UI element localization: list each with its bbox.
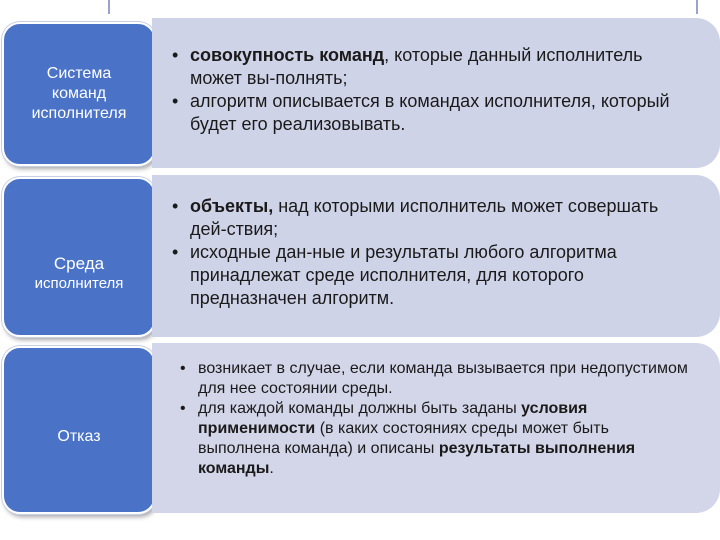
bullet-item: • исходные дан-ные и результаты любого алгоритма принадлежат среде исполнителя, для которого предназначен алгоритм. — [172, 241, 698, 310]
bullet-item: • алгоритм описывается в командах исполнителя, который будет его реализовывать. — [172, 90, 692, 136]
row-command-system — [0, 18, 720, 168]
label-box-command-system — [2, 22, 156, 166]
content-box-command-system — [152, 18, 720, 168]
label-line: Отказ — [57, 428, 101, 445]
bullet-item: • для каждой команды должны быть заданы условия применимости (в каких состояниях среды может быть выполнена команда) и описаны результаты выполнения команды. — [180, 399, 690, 479]
label-box-failure — [2, 346, 156, 514]
row-failure — [0, 343, 720, 513]
decorative-line-right — [696, 0, 698, 14]
label-line: исполнителя — [34, 275, 124, 292]
label-line: исполнителя — [31, 105, 127, 122]
label-line: Система — [46, 65, 112, 82]
label-line: Среда — [53, 254, 105, 273]
row-executor-environment — [0, 175, 720, 337]
content-box-failure — [152, 343, 720, 513]
bullet-item: • объекты, над которыми исполнитель может совершать дей-ствия; — [172, 195, 698, 241]
content-box-executor-environment — [152, 175, 720, 337]
label-line: команд — [51, 85, 107, 102]
bullet-item: • совокупность команд, которые данный исполнитель может вы-полнять; — [172, 44, 692, 90]
label-box-executor-environment — [2, 177, 156, 337]
bullet-item: • возникает в случае, если команда вызывается при недопустимом для нее состоянии среды. — [180, 359, 690, 399]
decorative-line-left — [108, 0, 110, 14]
